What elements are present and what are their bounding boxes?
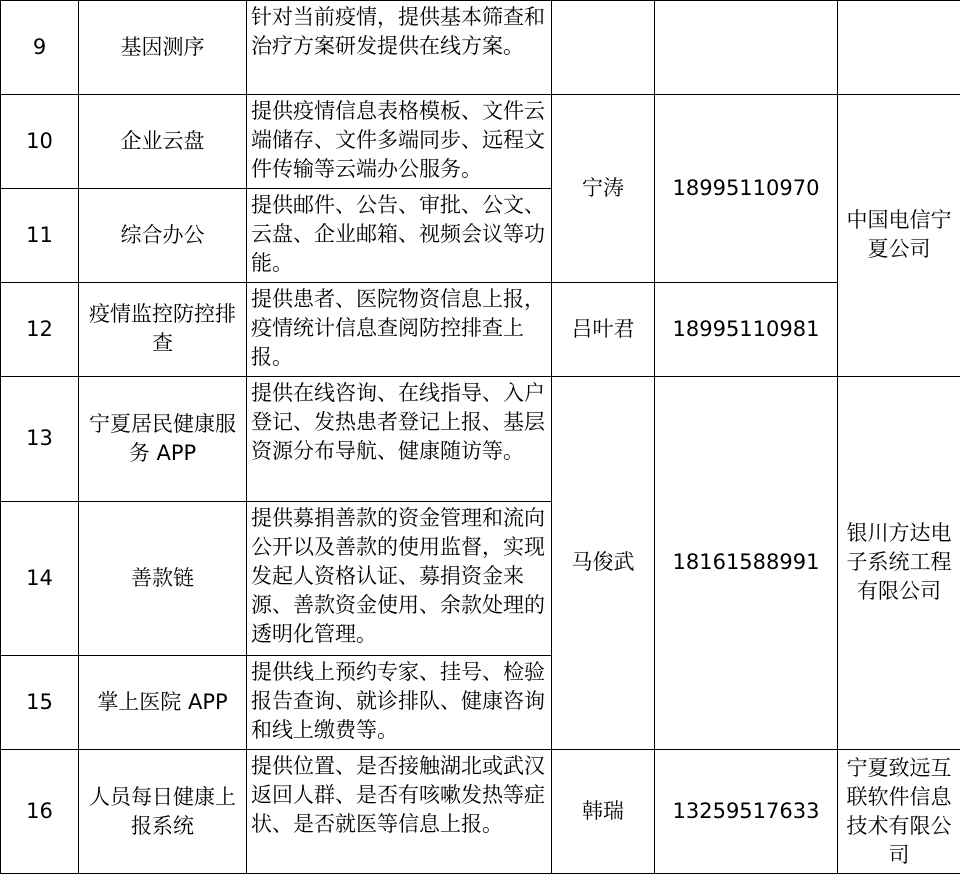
contact-phone: 18161588991 — [655, 376, 838, 750]
service-description: 提供邮件、公告、审批、公文、云盘、企业邮箱、视频会议等功能。 — [247, 188, 552, 282]
service-description: 提供位置、是否接触湖北或武汉返回人群、是否有咳嗽发热等症状、是否就医等信息上报。 — [247, 750, 552, 874]
company-name: 中国电信宁夏公司 — [838, 95, 960, 376]
table-row — [1, 283, 960, 376]
service-description: 提供疫情信息表格模板、文件云端储存、文件多端同步、远程文件传输等云端办公服务。 — [247, 95, 552, 188]
company-empty — [838, 1, 960, 95]
service-name: 人员每日健康上报系统 — [79, 750, 247, 874]
contact-phone-empty — [655, 1, 838, 95]
row-number: 15 — [1, 655, 79, 749]
row-number: 12 — [1, 283, 79, 376]
contact-person-empty — [552, 1, 655, 95]
service-name: 综合办公 — [79, 188, 247, 282]
service-description: 提供募捐善款的资金管理和流向公开以及善款的使用监督，实现发起人资格认证、募捐资金来源、善款资金使用、余款处理的透明化管理。 — [247, 502, 552, 655]
row-number: 13 — [1, 376, 79, 502]
table-row — [1, 95, 960, 188]
contact-person: 韩瑞 — [552, 750, 655, 874]
row-number: 16 — [1, 750, 79, 874]
service-name: 企业云盘 — [79, 95, 247, 188]
company-name: 银川方达电子系统工程有限公司 — [838, 376, 960, 750]
service-description: 提供线上预约专家、挂号、检验报告查询、就诊排队、健康咨询和线上缴费等。 — [247, 655, 552, 749]
service-description: 提供患者、医院物资信息上报，疫情统计信息查阅防控排查上报。 — [247, 283, 552, 376]
table-row — [1, 750, 960, 874]
service-description: 提供在线咨询、在线指导、入户登记、发热患者登记上报、基层资源分布导航、健康随访等。 — [247, 376, 552, 502]
table-row — [1, 376, 960, 502]
service-name: 掌上医院 APP — [79, 655, 247, 749]
service-name: 宁夏居民健康服务 APP — [79, 376, 247, 502]
row-number: 10 — [1, 95, 79, 188]
service-description: 针对当前疫情，提供基本筛查和治疗方案研发提供在线方案。 — [247, 1, 552, 95]
service-name: 善款链 — [79, 502, 247, 655]
row-number: 9 — [1, 1, 79, 95]
service-name: 基因测序 — [79, 1, 247, 95]
contact-person: 马俊武 — [552, 376, 655, 750]
contact-phone: 13259517633 — [655, 750, 838, 874]
contact-phone: 18995110981 — [655, 283, 838, 376]
row-number: 14 — [1, 502, 79, 655]
contact-phone: 18995110970 — [655, 95, 838, 283]
contact-person: 吕叶君 — [552, 283, 655, 376]
contact-person: 宁涛 — [552, 95, 655, 283]
row-number: 11 — [1, 188, 79, 282]
service-name: 疫情监控防控排查 — [79, 283, 247, 376]
table-row — [1, 1, 960, 95]
company-name: 宁夏致远互联软件信息技术有限公司 — [838, 750, 960, 874]
